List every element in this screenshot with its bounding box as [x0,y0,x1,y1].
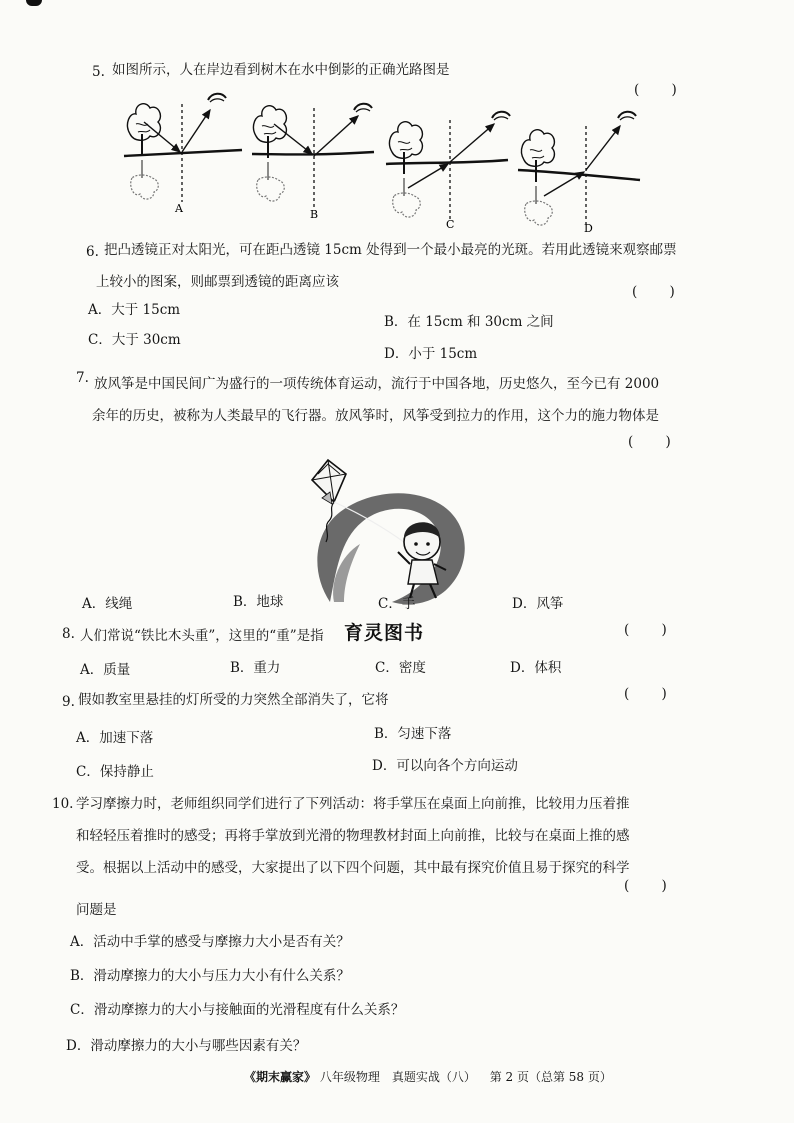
q6-number: 6. [86,244,99,260]
q7-option-b: B．地球 [233,594,284,610]
q6-option-d: D．小于 15cm [384,346,478,362]
q7-option-a: A．线绳 [82,596,133,612]
footer-subject: 八年级物理 真题实战（八） [319,1070,476,1084]
q10-number: 10. [52,796,74,812]
q8-option-b: B．重力 [230,660,281,676]
figure-b [252,104,374,221]
figure-label-d: D [584,222,593,235]
q9-number: 9. [62,694,75,710]
q8-answer-paren: ( ) [624,622,681,638]
q7-line2: 余年的历史，被称为人类最早的飞行器。放风筝时，风筝受到拉力的作用，这个力的施力物体是 [92,408,659,424]
figure-c [386,112,510,231]
q8-text: 人们常说“铁比木头重”，这里的“重”是指 [80,628,324,644]
figure-label-b: B [310,208,319,221]
footer-page-number: 第 2 页（总第 58 页） [489,1070,612,1084]
q10-answer-paren: ( ) [624,878,681,894]
q6-line1: 把凸透镜正对太阳光，可在距凸透镜 15cm 处得到一个最小最亮的光斑。若用此透镜来观察邮票 [104,242,677,258]
q5-text: 如图所示，人在岸边看到树木在水中倒影的正确光路图是 [112,62,450,78]
q10-option-d: D．滑动摩擦力的大小与哪些因素有关？ [66,1038,307,1054]
figure-a [124,94,242,215]
q7-option-c: C．手 [378,596,416,612]
kite-girl-illustration [300,452,480,610]
q10-line4: 问题是 [76,902,117,918]
q8-option-c: C．密度 [375,660,426,676]
q9-option-a: A．加速下落 [76,730,154,746]
q10-line1: 学习摩擦力时，老师组织同学们进行了下列活动：将手掌压在桌面上向前推，比较用力压着推 [76,796,630,812]
q10-option-a: A．活动中手掌的感受与摩擦力大小是否有关？ [70,934,350,950]
q10-line2: 和轻轻压着推时的感受；再将手掌放到光滑的物理教材封面上向前推，比较与在桌面上推的感 [76,828,630,844]
q7-option-d: D．风筝 [512,596,564,612]
q6-option-b: B．在 15cm 和 30cm 之间 [384,314,554,330]
q8-option-d: D．体积 [510,660,562,676]
q5-number: 5. [92,64,105,80]
publisher-watermark: 育灵图书 [344,622,425,644]
q6-answer-paren: ( ) [632,284,689,300]
q5-answer-paren: ( ) [634,82,691,98]
q10-line3: 受。根据以上活动中的感受，大家提出了以下四个问题，其中最有探究价值且易于探究的科学 [76,860,630,876]
q9-option-d: D．可以向各个方向运动 [372,758,518,774]
q6-line2: 上较小的图案，则邮票到透镜的距离应该 [96,274,339,290]
q9-option-c: C．保持静止 [76,764,154,780]
q7-answer-paren: ( ) [628,434,685,450]
q9-text: 假如教室里悬挂的灯所受的力突然全部消失了，它将 [78,692,389,708]
q6-option-a: A．大于 15cm [88,302,181,318]
figure-d [518,112,640,235]
q8-number: 8. [62,626,75,642]
q7-line1: 放风筝是中国民间广为盛行的一项传统体育运动，流行于中国各地，历史悠久，至今已有 2000 [94,376,660,392]
q10-option-b: B．滑动摩擦力的大小与压力大小有什么关系？ [70,968,350,984]
figure-label-c: C [446,218,455,231]
page-footer [244,1068,612,1085]
q8-option-a: A．质量 [80,662,131,678]
q7-number: 7. [76,370,89,386]
q5-figures [118,92,648,240]
q6-option-c: C．大于 30cm [88,332,181,348]
scan-corner-mark [26,0,42,6]
q9-option-b: B．匀速下落 [374,726,452,742]
footer-book-title: 《期末赢家》 [244,1070,317,1084]
q9-answer-paren: ( ) [624,686,681,702]
figure-label-a: A [175,202,183,215]
q10-option-c: C．滑动摩擦力的大小与接触面的光滑程度有什么关系？ [70,1002,405,1018]
